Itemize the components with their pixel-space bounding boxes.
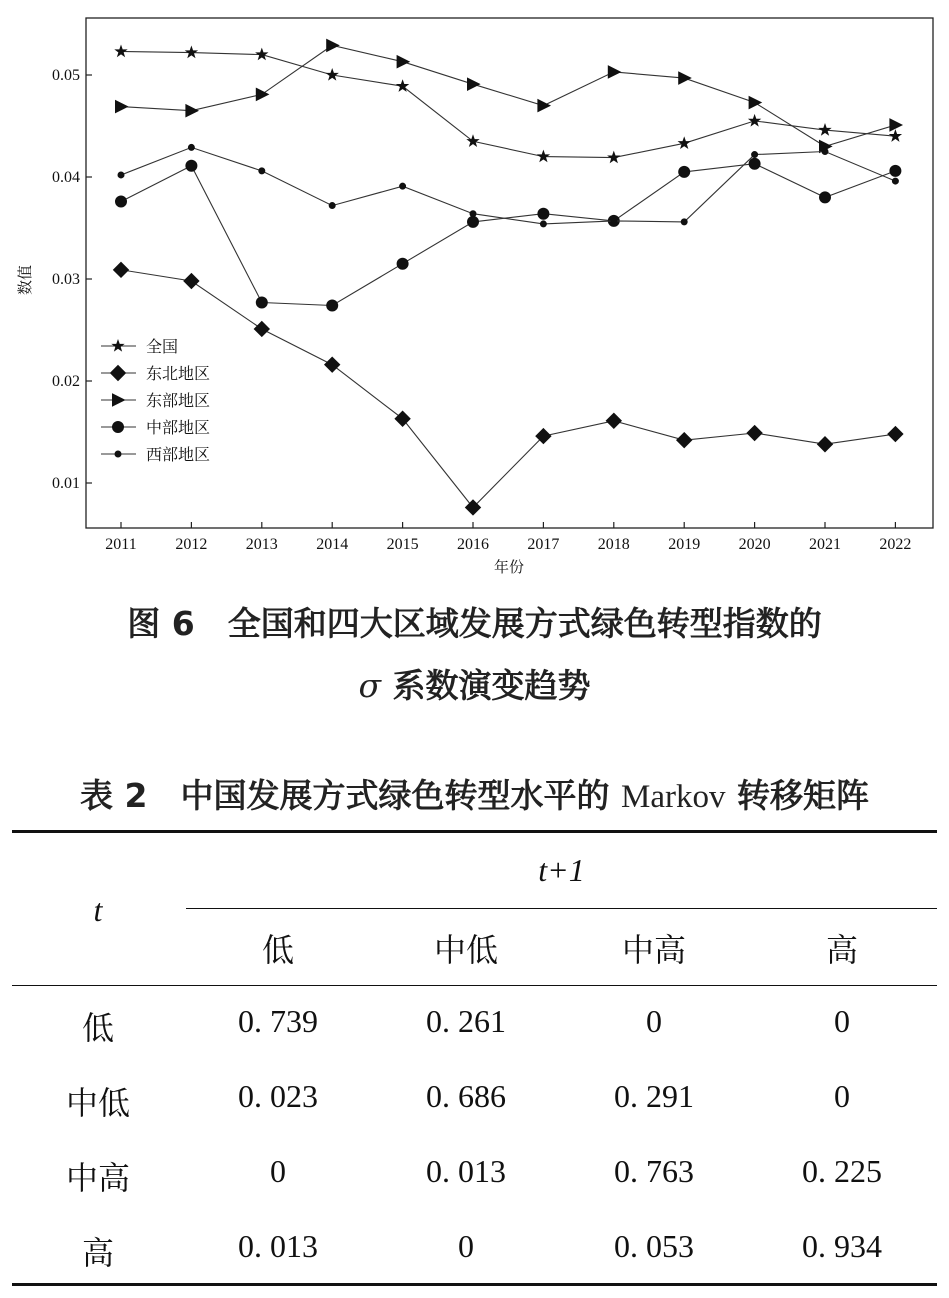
series-point [538,100,550,112]
series-point [186,105,198,117]
series-point [329,203,335,209]
table-title [0,770,949,817]
series-point [395,411,410,426]
series-point [257,49,267,59]
series-point [747,426,762,441]
figure-caption-line-2 [0,660,949,707]
series-point [111,366,126,381]
series-point [188,144,194,150]
series-point [256,297,267,308]
series-point [749,97,761,109]
series-point [890,165,901,176]
series-point [609,152,619,162]
table-cell: 0. 013 [426,1153,506,1189]
series-point [118,172,124,178]
table-cell: 0. 023 [238,1078,318,1114]
table-top-rule [12,830,937,833]
legend [101,337,210,464]
series-2 [114,262,903,515]
series-point [327,70,337,80]
x-tick-label: 2017 [527,536,560,553]
legend-entry [101,364,210,383]
table-row-label: 低 [81,1009,114,1047]
series-point [677,433,692,448]
series-point [468,216,479,227]
table-cell: 0 [458,1228,474,1264]
series-point [116,196,127,207]
series-point [538,208,549,219]
series-point [114,262,129,277]
series-point [679,138,689,148]
series-3 [116,39,902,152]
table-cell: 0. 291 [614,1078,694,1114]
series-1 [116,46,901,162]
x-tick-label: 2012 [175,536,208,553]
series-point [820,125,830,135]
series-point [115,451,121,457]
series-point [325,357,340,372]
table-group-header-t-plus-1: t+1 [538,852,585,888]
table-cell: 0 [646,1003,662,1039]
series-point [890,119,902,131]
table-cell: 0. 261 [426,1003,506,1039]
series-point [749,158,760,169]
series-point [327,39,339,51]
figure-caption-line-1: 图 6 全国和四大区域发展方式绿色转型指数的 [127,604,822,643]
series-point [611,218,617,224]
series-point [468,78,480,90]
table-header-rule [12,985,937,986]
x-tick-label: 2022 [879,536,912,553]
x-tick-label: 2014 [316,536,349,553]
x-tick-label: 2018 [597,536,630,553]
sigma-line-chart [0,0,949,590]
series-point [540,221,546,227]
table-cell: 0 [834,1078,850,1114]
series-point [538,151,548,161]
table-column-header: 中低 [433,931,498,969]
series-point [820,192,831,203]
legend-entry [101,445,210,464]
series-point [468,136,478,146]
y-tick-label: 0.01 [52,475,80,492]
x-tick-label: 2015 [386,536,419,553]
series-point [184,274,199,289]
table-cell: 0. 739 [238,1003,318,1039]
legend-label: 东北地区 [146,364,211,383]
series-line [121,52,895,158]
series-point [749,115,759,125]
table-row-label: 中低 [65,1084,130,1122]
legend-entry [101,418,210,437]
series-point [681,219,687,225]
table-cell: 0 [270,1153,286,1189]
series-line [121,147,895,224]
series-line [121,45,895,146]
table-cell: 0. 686 [426,1078,506,1114]
series-point [752,152,758,158]
table-column-header: 高 [825,931,858,969]
series-point [116,46,126,56]
series-point [397,56,409,68]
series-point [256,88,268,100]
x-tick-label: 2020 [738,536,771,553]
series-4 [116,158,901,311]
series-point [186,47,196,57]
series-point [679,72,691,84]
series-point [397,258,408,269]
plot-area-frame [86,18,933,528]
series-point [113,394,125,406]
x-tick-label: 2021 [809,536,841,553]
series-point [254,321,269,336]
series-point [890,131,900,141]
legend-entry [101,391,210,410]
table-cell: 0. 763 [614,1153,694,1189]
series-point [113,341,123,351]
series-point [113,422,124,433]
series-point [186,160,197,171]
series-point [400,183,406,189]
table-row-label: 高 [81,1234,114,1272]
table-cell: 0. 013 [238,1228,318,1264]
table-cell: 0. 225 [802,1153,882,1189]
series-point [470,211,476,217]
y-axis-label: 数值 [16,264,34,296]
series-point [822,149,828,155]
series-point [606,413,621,428]
legend-entry [101,337,178,356]
y-tick-label: 0.02 [52,373,80,390]
x-tick-label: 2013 [245,536,278,553]
table-cell: 0 [834,1003,850,1039]
table-cell: 0. 053 [614,1228,694,1264]
y-tick-label: 0.04 [52,169,80,186]
legend-label: 东部地区 [146,391,211,410]
table-title-prefix: 表 2 中国发展方式绿色转型水平的 [80,776,621,815]
x-axis-label: 年份 [493,558,525,576]
series-point [888,427,903,442]
table-column-header: 低 [261,931,294,969]
series-point [679,166,690,177]
table-row-label: 中高 [65,1159,130,1197]
series-point [327,300,338,311]
series-layer [114,39,903,515]
table-group-rule [186,908,937,909]
y-tick-label: 0.03 [52,271,80,288]
sigma-symbol: σ [358,666,382,705]
series-line [121,270,895,508]
table-column-header: 中高 [621,931,686,969]
table-bottom-rule [12,1283,937,1286]
legend-label: 西部地区 [146,445,211,464]
figure-caption-line-2-text: 系数演变趋势 [381,666,591,705]
x-tick-label: 2011 [105,536,137,553]
series-point [818,437,833,452]
series-point [608,66,620,78]
series-point [116,101,128,113]
table-title-markov: Markov [620,779,726,815]
x-axis [105,522,911,553]
legend-label: 中部地区 [146,418,211,437]
table-cell: 0. 934 [802,1228,882,1264]
legend-label: 全国 [146,337,179,356]
series-point [892,178,898,184]
series-point [259,168,265,174]
y-tick-label: 0.05 [52,67,80,84]
x-tick-label: 2016 [457,536,489,553]
series-line [121,164,895,306]
x-tick-label: 2019 [668,536,701,553]
table-row-header-t: t [93,892,103,928]
table-title-suffix: 转移矩阵 [725,776,869,815]
series-5 [118,144,898,227]
